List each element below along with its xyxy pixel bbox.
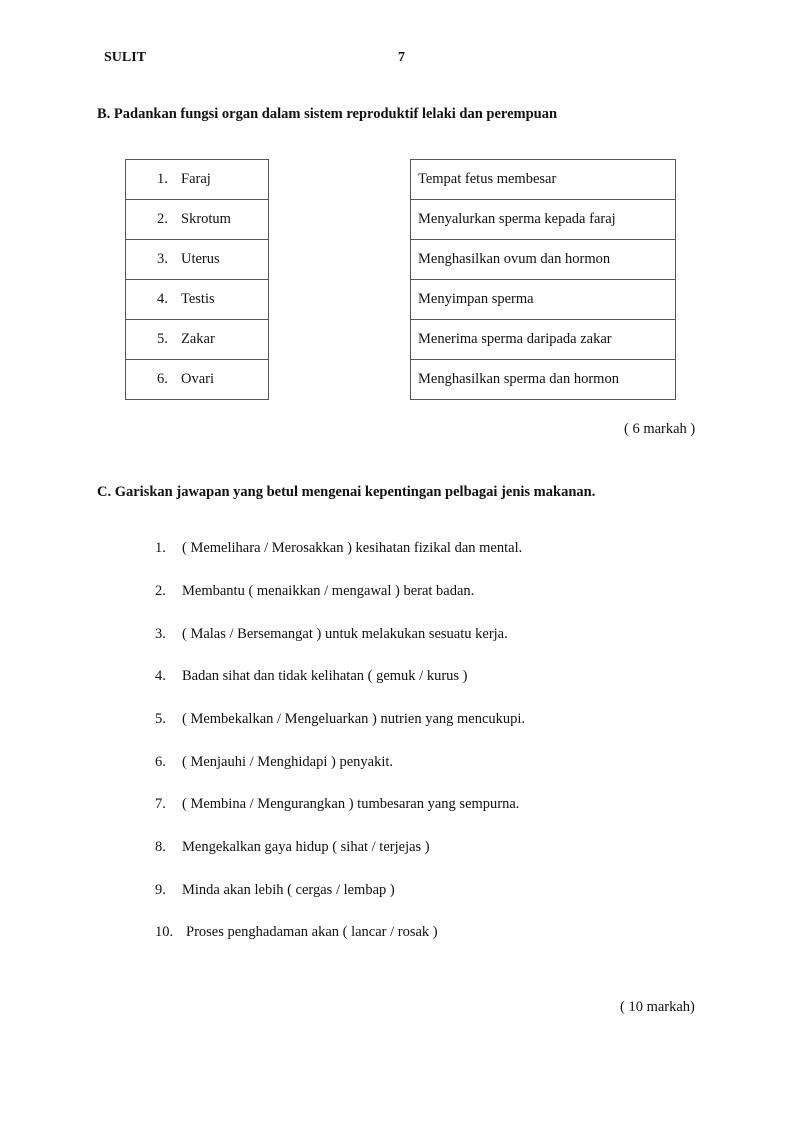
confidential-label: SULIT	[104, 50, 147, 65]
organ-row	[126, 360, 269, 400]
organ-row	[126, 160, 269, 200]
function-text: Menerima sperma daripada zakar	[411, 320, 676, 360]
function-row	[411, 320, 676, 360]
organ-number: 5.	[157, 331, 168, 347]
function-table	[410, 159, 676, 400]
question-text: Minda akan lebih ( cergas / lembap )	[182, 882, 395, 898]
question-number: 9.	[155, 882, 166, 898]
function-row	[411, 240, 676, 280]
organ-name: Testis	[181, 291, 215, 307]
question-number: 8.	[155, 839, 166, 855]
section-c-title: C. Gariskan jawapan yang betul mengenai kepentingan pelbagai jenis makanan.	[97, 484, 596, 500]
question-number: 7.	[155, 796, 166, 812]
question-item	[155, 626, 508, 643]
organ-number: 1.	[157, 171, 168, 187]
organ-number: 3.	[157, 251, 168, 267]
organ-row	[126, 280, 269, 320]
function-text: Menghasilkan ovum dan hormon	[411, 240, 676, 280]
function-text: Menyimpan sperma	[411, 280, 676, 320]
page-number: 7	[398, 50, 405, 65]
section-c-marks: ( 10 markah)	[620, 999, 695, 1015]
question-text: ( Memelihara / Merosakkan ) kesihatan fizikal dan mental.	[182, 540, 523, 556]
question-item	[155, 540, 522, 557]
question-text: ( Menjauhi / Menghidapi ) penyakit.	[182, 754, 394, 770]
organ-number: 6.	[157, 371, 168, 387]
function-row	[411, 360, 676, 400]
question-item	[155, 924, 438, 941]
question-item	[155, 839, 430, 856]
question-text: ( Malas / Bersemangat ) untuk melakukan sesuatu kerja.	[182, 626, 508, 642]
organ-row	[126, 240, 269, 280]
organ-table	[125, 159, 269, 400]
question-text: Badan sihat dan tidak kelihatan ( gemuk / kurus )	[182, 668, 468, 684]
organ-name: Faraj	[181, 171, 211, 187]
function-row	[411, 160, 676, 200]
question-number: 10.	[155, 924, 174, 940]
function-row	[411, 200, 676, 240]
question-number: 3.	[155, 626, 166, 642]
question-number: 1.	[155, 540, 166, 556]
function-text: Tempat fetus membesar	[411, 160, 676, 200]
question-number: 2.	[155, 583, 166, 599]
question-text: Membantu ( menaikkan / mengawal ) berat badan.	[182, 583, 475, 599]
function-row	[411, 280, 676, 320]
question-number: 4.	[155, 668, 166, 684]
organ-number: 2.	[157, 211, 168, 227]
organ-name: Uterus	[181, 251, 220, 267]
organ-name: Skrotum	[181, 211, 231, 227]
question-number: 6.	[155, 754, 166, 770]
section-b-marks: ( 6 markah )	[624, 421, 696, 437]
organ-row	[126, 200, 269, 240]
organ-name: Zakar	[181, 331, 215, 347]
section-b-title: B. Padankan fungsi organ dalam sistem reproduktif lelaki dan perempuan	[97, 106, 558, 122]
question-item	[155, 711, 525, 728]
question-number: 5.	[155, 711, 166, 727]
question-text: Mengekalkan gaya hidup ( sihat / terjejas )	[182, 839, 430, 855]
function-text: Menghasilkan sperma dan hormon	[411, 360, 676, 400]
question-item	[155, 668, 468, 685]
organ-number: 4.	[157, 291, 168, 307]
function-text: Menyalurkan sperma kepada faraj	[411, 200, 676, 240]
question-item	[155, 583, 474, 600]
question-item	[155, 882, 395, 899]
question-text: Proses penghadaman akan ( lancar / rosak )	[186, 924, 438, 940]
question-text: ( Membina / Mengurangkan ) tumbesaran yang sempurna.	[182, 796, 520, 812]
question-item	[155, 754, 393, 771]
question-item	[155, 796, 519, 813]
question-text: ( Membekalkan / Mengeluarkan ) nutrien yang mencukupi.	[182, 711, 526, 727]
organ-name: Ovari	[181, 371, 215, 387]
organ-row	[126, 320, 269, 360]
